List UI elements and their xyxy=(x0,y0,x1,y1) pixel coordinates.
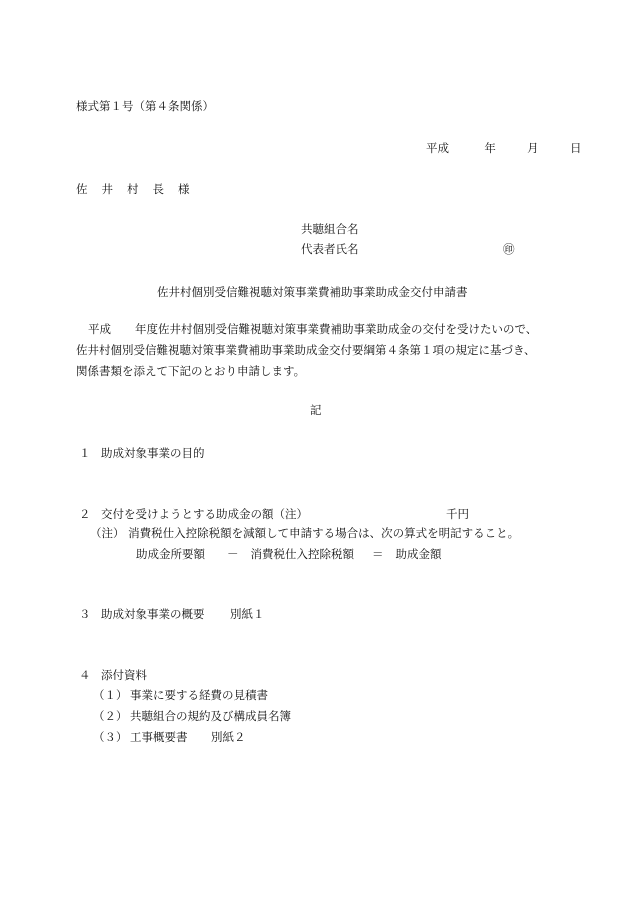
section-2-note xyxy=(90,528,519,540)
body-line-2: 佐井村個別受信難視聴対策事業費補助事業助成金交付要綱第４条第１項の規定に基づき、 xyxy=(76,343,536,357)
note-label: （注） xyxy=(90,526,125,540)
formula-term-2: 消費税仕入控除税額 xyxy=(250,547,354,561)
body-line-3: 関係書類を添えて下記のとおり申請します。 xyxy=(76,364,306,378)
date-year-unit: 年 xyxy=(484,141,496,155)
seal-mark: ㊞ xyxy=(503,242,515,256)
request-body xyxy=(76,324,566,387)
body-era: 平成 xyxy=(88,322,111,336)
section-3-attachment: 別紙１ xyxy=(230,607,265,621)
attachment-item-2-number: （２） xyxy=(93,709,128,723)
attachment-item-2-text: 共聴組合の規約及び構成員名簿 xyxy=(130,709,291,723)
attachment-item-3-number: （３） xyxy=(93,730,128,744)
attachment-item-1-number: （１） xyxy=(93,688,128,702)
section-1-number: １ xyxy=(79,446,91,460)
formula-minus: － xyxy=(227,547,239,561)
addressee-char: 様 xyxy=(178,182,190,196)
date-day-unit: 日 xyxy=(569,141,582,155)
date-era: 平成 xyxy=(426,141,449,155)
formula-equals: ＝ xyxy=(372,547,384,561)
representative-name-label: 代表者氏名 xyxy=(301,242,359,256)
body-line-1: 年度佐井村個別受信難視聴対策事業費補助事業助成金の交付を受けたいので、 xyxy=(135,322,538,336)
date-line xyxy=(426,143,581,155)
addressee-char: 井 xyxy=(101,182,113,196)
date-month-unit: 月 xyxy=(527,141,539,155)
section-4-number: ４ xyxy=(79,668,91,682)
attachment-item-3-text: 工事概要書 xyxy=(130,730,188,744)
association-name-label: 共聴組合名 xyxy=(301,222,359,236)
section-2-title: 交付を受けようとする助成金の額（注） xyxy=(101,507,308,521)
section-3-number: ３ xyxy=(79,607,91,621)
section-4-title: 添付資料 xyxy=(101,668,147,682)
section-2-number: ２ xyxy=(79,507,91,521)
addressee-char: 長 xyxy=(152,182,164,196)
attachment-item-3-attachment: 別紙２ xyxy=(211,730,246,744)
addressee xyxy=(76,184,190,196)
form-number: 様式第１号（第４条関係） xyxy=(76,99,214,113)
attachment-item-1-text: 事業に要する経費の見積書 xyxy=(130,688,268,702)
note-text: 消費税仕入控除税額を減額して申請する場合は、次の算式を明記すること。 xyxy=(128,526,520,540)
addressee-char: 佐 xyxy=(76,182,88,196)
section-1-title: 助成対象事業の目的 xyxy=(101,446,205,460)
deduction-formula xyxy=(136,549,442,561)
formula-result: 助成金額 xyxy=(395,547,442,561)
ki-heading: 記 xyxy=(310,403,322,417)
section-2-unit: 千円 xyxy=(446,507,469,521)
addressee-char: 村 xyxy=(127,182,139,196)
document-title: 佐井村個別受信難視聴対策事業費補助事業助成金交付申請書 xyxy=(157,285,468,299)
formula-term-1: 助成金所要額 xyxy=(136,547,205,561)
section-3-title: 助成対象事業の概要 xyxy=(101,607,205,621)
